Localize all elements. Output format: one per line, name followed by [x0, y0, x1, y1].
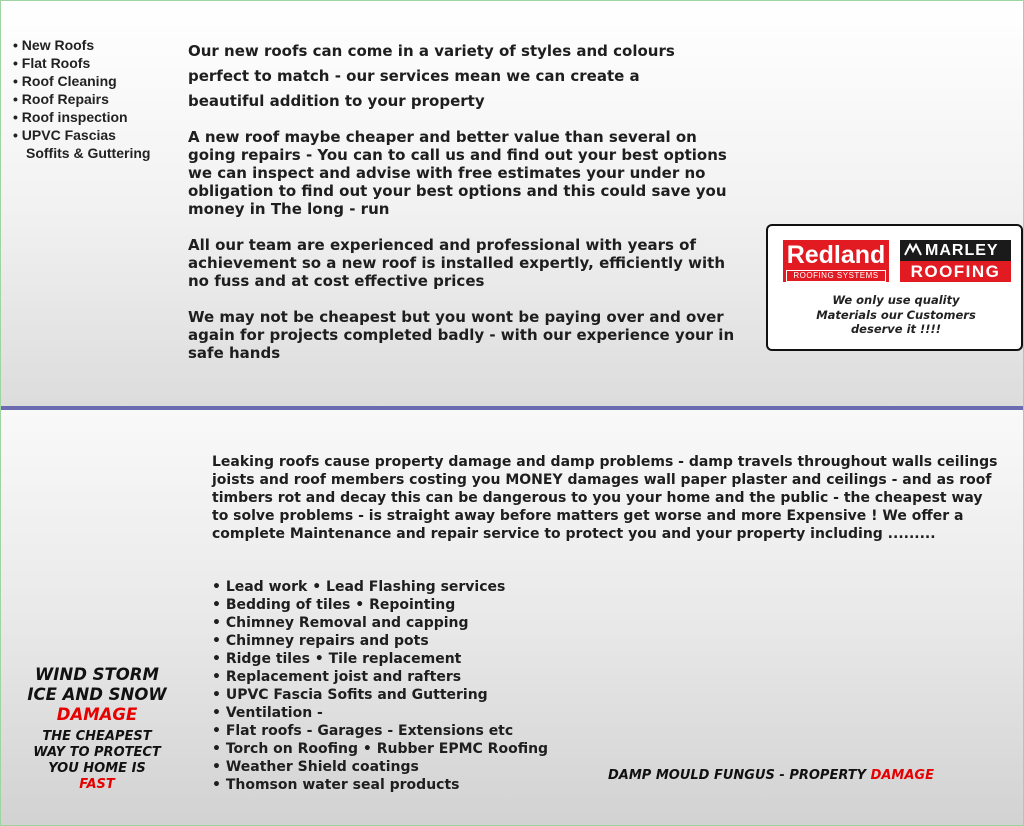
service-item: • Thomson water seal products: [212, 777, 460, 793]
quality-line: deserve it !!!!: [850, 322, 942, 336]
warning-small-line: WAY TO PROTECT: [33, 745, 161, 760]
service-item: • Weather Shield coatings: [212, 759, 419, 775]
quality-line: We only use quality: [832, 293, 960, 307]
service-item: • Ventilation -: [212, 705, 323, 721]
nav-item-roof-cleaning[interactable]: • Roof Cleaning: [13, 73, 117, 89]
nav-item-upvc-fascias[interactable]: • UPVC Fascias: [13, 127, 116, 143]
service-item: • Torch on Roofing • Rubber EPMC Roofing: [212, 741, 549, 757]
services-list: [212, 578, 548, 794]
nav-item-roof-inspection[interactable]: • Roof inspection: [13, 109, 128, 125]
intro-text: [188, 39, 748, 380]
intro-paragraph-4: We may not be cheapest but you wont be paying over and over again for projects completed badly - with our experience your in safe hands: [188, 308, 735, 362]
quality-materials-note: [798, 293, 994, 337]
marley-logo-subtitle: ROOFING: [900, 261, 1011, 282]
marley-logo: [900, 240, 1011, 282]
service-item: • Lead work • Lead Flashing services: [212, 579, 506, 595]
warning-line-fast: FAST: [79, 777, 115, 792]
marley-logo-name: MARLEY: [925, 242, 999, 259]
redland-logo: [783, 240, 889, 282]
brand-logos-box: [766, 224, 1023, 351]
nav-item-roof-repairs[interactable]: • Roof Repairs: [13, 91, 109, 107]
services-nav: [13, 36, 150, 162]
intro-line: beautiful addition to your property: [188, 92, 485, 110]
quality-line: Materials our Customers: [816, 307, 976, 322]
service-item: • UPVC Fascia Sofits and Guttering: [212, 687, 488, 703]
damp-tagline-text: DAMP MOULD FUNGUS - PROPERTY: [608, 768, 871, 783]
service-item: • Bedding of tiles • Repointing: [212, 597, 456, 613]
service-item: • Replacement joist and rafters: [212, 669, 462, 685]
intro-paragraph-3: All our team are experienced and professional with years of achievement so a new roof is installed expertly, efficiently with no fuss and at cost effective prices: [188, 236, 726, 290]
service-item: • Flat roofs - Garages - Extensions etc: [212, 723, 514, 739]
warning-small-line: YOU HOME IS: [48, 761, 146, 776]
intro-paragraph-1: [188, 39, 748, 114]
warning-line-wind-storm: WIND STORM: [35, 665, 159, 684]
nav-item-flat-roofs[interactable]: • Flat Roofs: [13, 55, 91, 71]
service-item: • Chimney repairs and pots: [212, 633, 429, 649]
service-item: • Ridge tiles • Tile replacement: [212, 651, 462, 667]
intro-line: Our new roofs can come in a variety of styles and colours: [188, 42, 675, 60]
nav-item-new-roofs[interactable]: • New Roofs: [13, 37, 95, 53]
warning-small-line: THE CHEAPEST: [42, 729, 152, 744]
storm-damage-callout: [9, 665, 185, 793]
warning-line-ice-snow: ICE AND SNOW: [27, 685, 167, 704]
redland-logo-subtitle: ROOFING SYSTEMS: [786, 270, 886, 282]
redland-logo-name: Redland: [786, 241, 886, 269]
marley-logo-top: [900, 240, 1011, 261]
damage-paragraph: Leaking roofs cause property damage and damp problems - damp travels throughout walls ceilings joists and roof members costing you MONEY damages wall paper plaster and ceilings - and as roof timbers rot and decay this can be dangerous to you your home and the public - the cheapest way to solve problems - is straight away before matters get worse and more Expensive ! We offer a complete Maintenance and repair service to protect you and your property including .........: [212, 454, 998, 542]
nav-item-soffits-guttering[interactable]: Soffits & Guttering: [26, 145, 151, 161]
marley-emblem-icon: [903, 242, 923, 258]
intro-paragraph-2: A new roof maybe cheaper and better value than several on going repairs - You can to call us and find out your best options we can inspect and advise with free estimates your under no obligation to find out your best options and this could save you money in The long - run: [188, 128, 727, 218]
damp-mould-tagline: [608, 767, 934, 785]
damp-tagline-damage: DAMAGE: [870, 768, 934, 783]
intro-line: perfect to match - our services mean we can create a: [188, 67, 640, 85]
warning-line-damage: DAMAGE: [56, 705, 138, 724]
service-item: • Chimney Removal and capping: [212, 615, 469, 631]
